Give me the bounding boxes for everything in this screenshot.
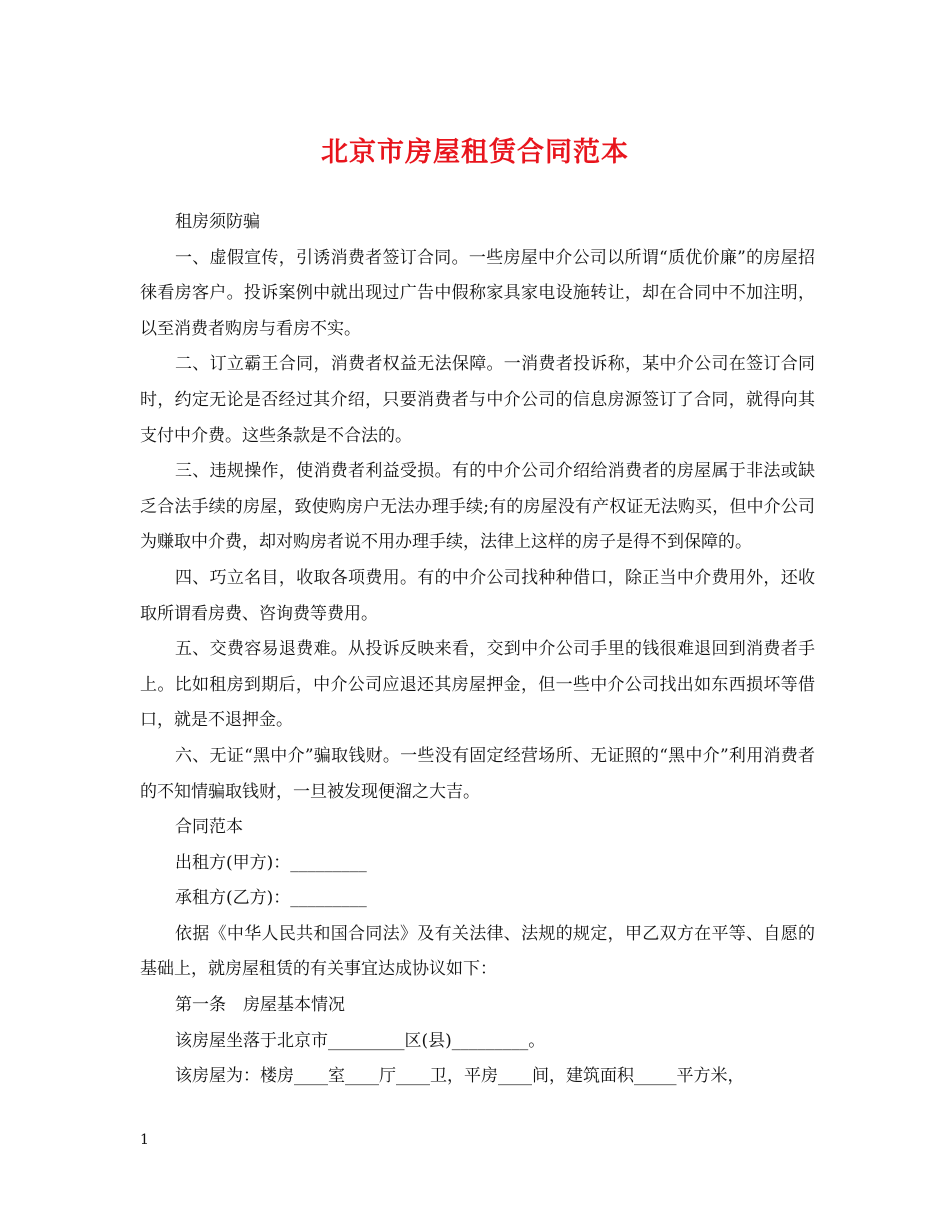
paragraph-5: 五、交费容易退费难。从投诉反映来看，交到中介公司手里的钱很难退回到消费者手上。比如租房到期后，中介公司应退还其房屋押金，但一些中介公司找出如东西损坏等借口，就是不退押金。 <box>140 639 815 731</box>
paragraph-6: 六、无证“黑中介”骗取钱财。一些没有固定经营场所、无证照的“黑中介”利用消费者的不知情骗取钱财，一旦被发现便溜之大吉。 <box>140 745 815 802</box>
lessee-line: 承租方(乙方)：_________ <box>175 888 367 909</box>
paragraph-heading-template: 合同范本 <box>175 817 243 838</box>
paragraph-4: 四、巧立名目，收取各项费用。有的中介公司找种种借口，除正当中介费用外，还收取所谓看房费、咨询费等费用。 <box>140 567 815 624</box>
lessor-line: 出租方(甲方)：_________ <box>175 852 367 873</box>
paragraph-2: 二、订立霸王合同，消费者权益无法保障。一消费者投诉称，某中介公司在签订合同时，约定无论是否经过其介绍，只要消费者与中介公司的信息房源签订了合同，就得向其支付中介费。这些条款是不合法的。 <box>140 354 815 446</box>
article-1-heading: 第一条 房屋基本情况 <box>175 995 345 1016</box>
paragraph-3: 三、违规操作，使消费者利益受损。有的中介公司介绍给消费者的房屋属于非法或缺乏合法手续的房屋，致使购房户无法办理手续;有的房屋没有产权证无法购买，但中介公司为赚取中介费，却对购房者说不用办理手续，法律上这样的房子是得不到保障的。 <box>140 461 815 553</box>
page-number: 1 <box>140 1132 149 1148</box>
property-location-line: 该房屋坐落于北京市_________区(县)_________。 <box>175 1030 546 1051</box>
property-type-line: 该房屋为：楼房____室____厅____卫，平房____间，建筑面积_____平方米， <box>175 1066 745 1087</box>
paragraph-basis: 依据《中华人民共和国合同法》及有关法律、法规的规定，甲乙双方在平等、自愿的基础上，就房屋租赁的有关事宜达成协议如下： <box>140 923 815 980</box>
paragraph-heading-fraud: 租房须防骗 <box>175 212 260 232</box>
document-body <box>140 205 815 1095</box>
paragraph-1: 一、虚假宣传，引诱消费者签订合同。一些房屋中介公司以所谓“质优价廉”的房屋招徕看房客户。投诉案例中就出现过广告中假称家具家电设施转让，却在合同中不加注明，以至消费者购房与看房不实。 <box>140 247 815 339</box>
document-title: 北京市房屋租赁合同范本 <box>321 137 629 168</box>
